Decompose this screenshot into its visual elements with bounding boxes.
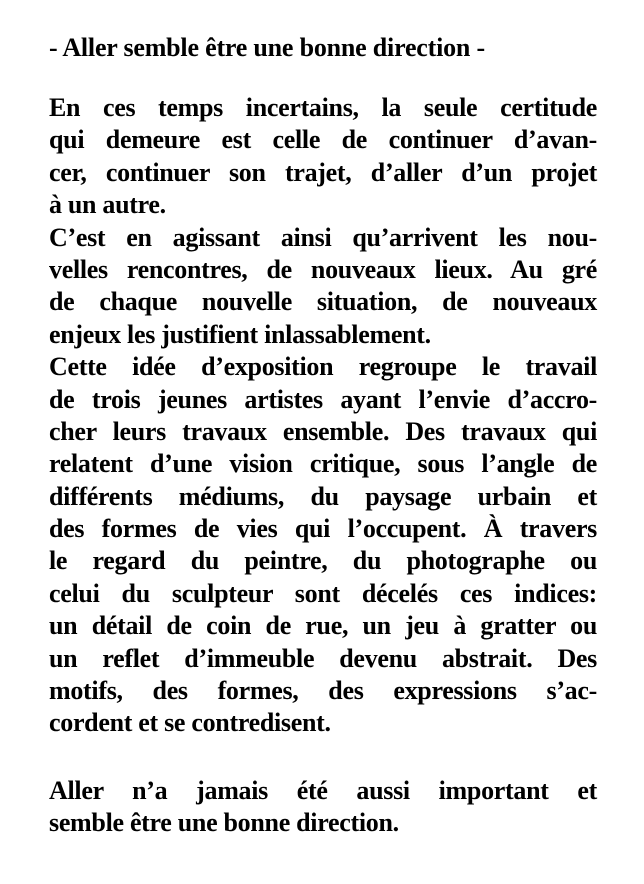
text-line: un détail de coin de rue, un jeu à gratter ou — [49, 611, 597, 641]
text-line: cordent et se contredisent. — [49, 708, 331, 738]
text-line: semble être une bonne direction. — [49, 808, 399, 838]
text-line: de trois jeunes artistes ayant l’envie d’accro- — [49, 384, 597, 414]
text-line: qui demeure est celle de continuer d’avan- — [49, 125, 597, 155]
text-line: le regard du peintre, du photographe ou — [49, 546, 597, 576]
text-line: C’est en agissant ainsi qu’arrivent les nou- — [49, 222, 597, 252]
text-line: cer, continuer son trajet, d’aller d’un projet — [49, 157, 597, 187]
text-line: En ces temps incertains, la seule certitude — [49, 93, 597, 122]
text-line: celui du sculpteur sont décelés ces indices: — [49, 578, 597, 608]
text-line: un reflet d’immeuble devenu abstrait. Des — [49, 643, 597, 673]
text-line: des formes de vies qui l’occupent. À travers — [49, 514, 597, 544]
text-line: Aller n’a jamais été aussi important et — [49, 776, 597, 805]
text-line: à un autre. — [49, 190, 166, 220]
body-text — [49, 92, 597, 740]
document-title: - Aller semble être une bonne direction - — [49, 33, 485, 62]
text-line: motifs, des formes, des expressions s’ac- — [49, 676, 597, 706]
text-line: de chaque nouvelle situation, de nouveaux — [49, 287, 597, 317]
text-line: enjeux les justifient inlassablement. — [49, 319, 431, 349]
text-line: relatent d’une vision critique, sous l’angle de — [49, 449, 597, 479]
text-line: cher leurs travaux ensemble. Des travaux qui — [49, 416, 597, 446]
text-line: velles rencontres, de nouveaux lieux. Au gré — [49, 254, 597, 284]
text-line: différents médiums, du paysage urbain et — [49, 481, 597, 511]
text-line: Cette idée d’exposition regroupe le travail — [49, 352, 597, 382]
closing-text — [49, 775, 597, 840]
